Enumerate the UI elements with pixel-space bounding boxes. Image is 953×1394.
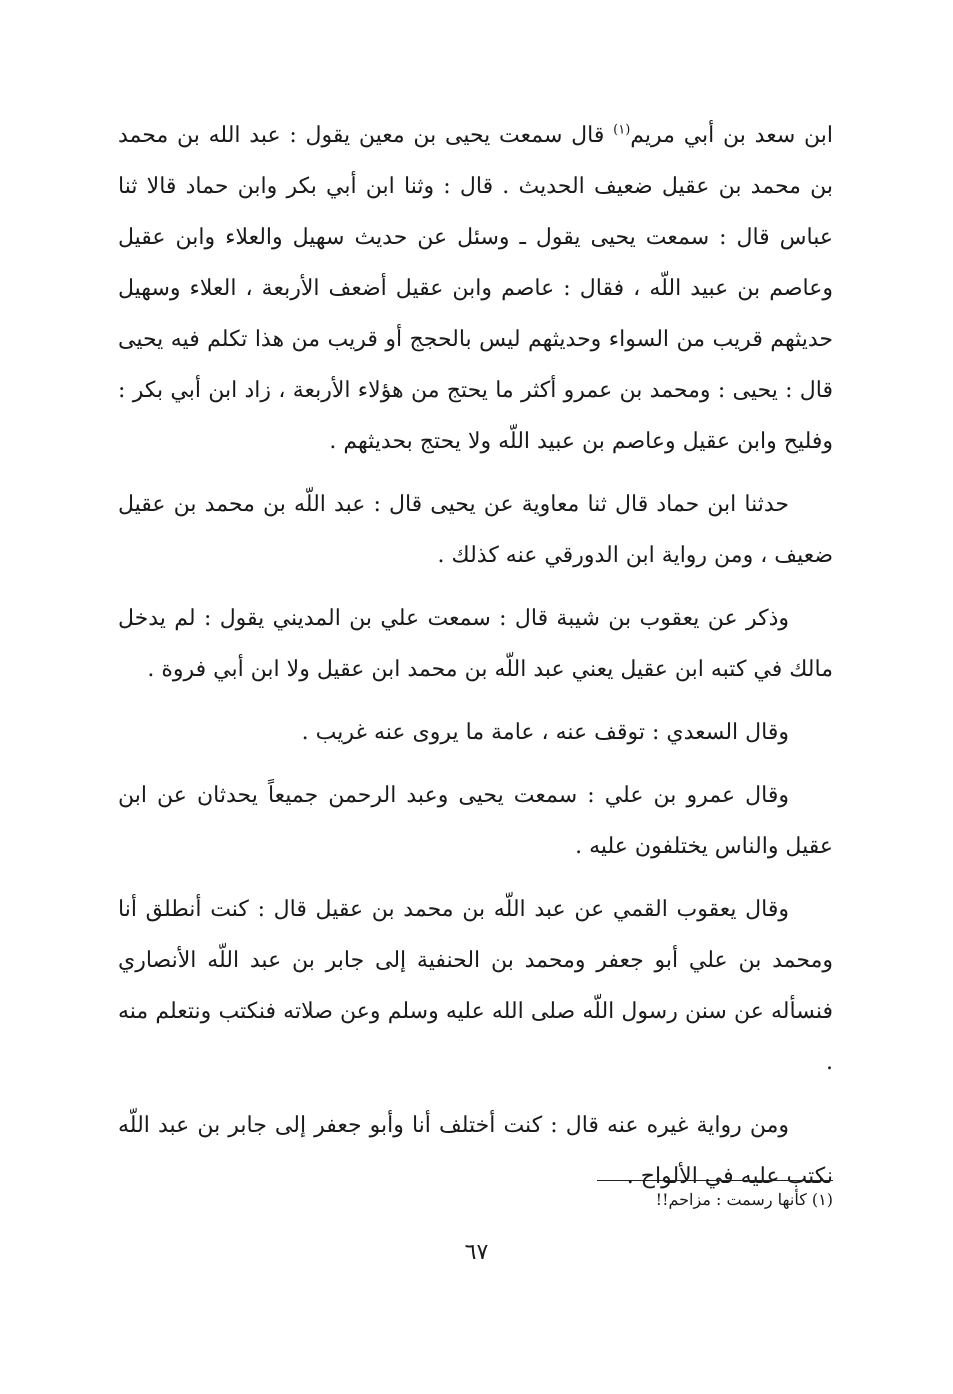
paragraph-3: وذكر عن يعقوب بن شيبة قال : سمعت علي بن المديني يقول : لم يدخل مالك في كتبه ابن عقيل يعني عبد اللّه بن محمد ابن عقيل ولا ابن أبي فروة . (118, 606, 833, 682)
paragraph-7: ومن رواية غيره عنه قال : كنت أختلف أنا وأبو جعفر إلى جابر بن عبد اللّه نكتب عليه في الألواح . (118, 1113, 833, 1189)
main-text (118, 110, 833, 1202)
footnote-divider (597, 1180, 833, 1181)
paragraph-5: وقال عمرو بن علي : سمعت يحيى وعبد الرحمن جميعاً يحدثان عن ابن عقيل والناس يختلفون عليه . (118, 783, 833, 859)
paragraph-1-rest: قال سمعت يحيى بن معين يقول : عبد الله بن محمد بن محمد بن عقيل ضعيف الحديث . قال : وثنا ابن أبي بكر وابن حماد قالا ثنا عباس قال : سمعت يحيى يقول ـ وسئل عن حديث سهيل والعلاء وابن عقيل وعاصم بن عبيد اللّه ، فقال : عاصم وابن عقيل أضعف الأربعة ، العلاء وسهيل حديثهم قريب من السواء وحديثهم ليس بالحجج أو قريب من هذا تكلم فيه يحيى قال : يحيى : ومحمد بن عمرو أكثر ما يحتج من هؤلاء الأربعة ، زاد ابن أبي بكر : وفليح وابن عقيل وعاصم بن عبيد اللّه ولا يحتج بحديثهم . (118, 123, 833, 454)
paragraph-4: وقال السعدي : توقف عنه ، عامة ما يروى عنه غريب . (301, 720, 789, 745)
paragraph-6: وقال يعقوب القمي عن عبد اللّه بن محمد بن عقيل قال : كنت أنطلق أنا ومحمد بن علي أبو جعفر ومحمد بن الحنفية إلى جابر بن عبد اللّه الأنصاري فنسأله عن سنن رسول اللّه صلى الله عليه وسلم وعن صلاته فنكتب ونتعلم منه . (118, 897, 833, 1075)
footnote-reference: (١) (613, 122, 631, 138)
paragraph-2: حدثنا ابن حماد قال ثنا معاوية عن يحيى قال : عبد اللّه بن محمد بن عقيل ضعيف ، ومن رواية ابن الدورقي عنه كذلك . (118, 492, 833, 568)
paragraph-1 (118, 110, 833, 467)
page-number: ٦٧ (464, 1240, 489, 1265)
paragraph-1-start: ابن سعد بن أبي مريم (630, 123, 833, 148)
footnote: (١) كأنها رسمت : مزاحم!! (655, 1190, 833, 1209)
